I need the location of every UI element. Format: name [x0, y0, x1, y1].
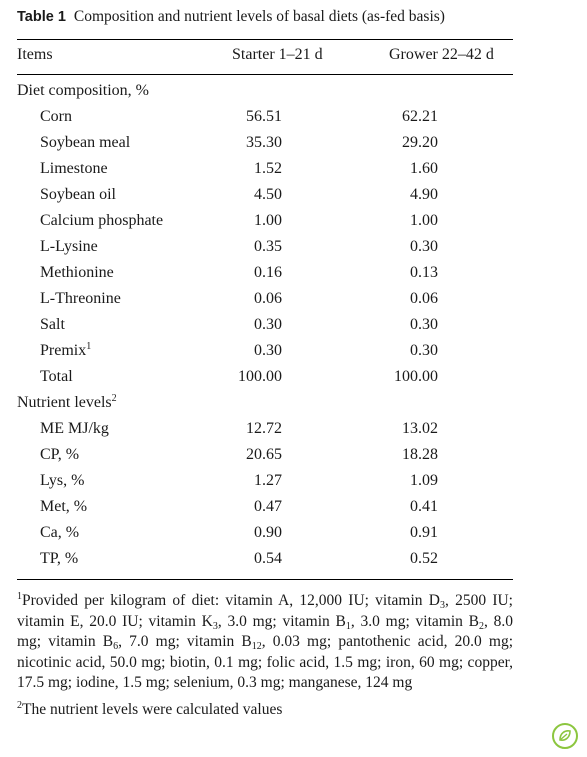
table-row: [0, 420, 587, 446]
footnote-1-text: [17, 592, 513, 691]
row-label-text: Soybean oil: [40, 186, 116, 203]
footnote-2: [17, 700, 513, 721]
cell-starter: 0.54: [254, 550, 282, 567]
header-rule: [17, 74, 513, 75]
subscript: 3: [439, 600, 445, 611]
cell-starter: 0.90: [254, 524, 282, 541]
cell-grower: 1.00: [410, 212, 438, 229]
leaf-badge-icon[interactable]: [552, 723, 578, 749]
row-label-text: L-Lysine: [40, 238, 98, 255]
subscript: 12: [251, 641, 262, 652]
footnote-text-segment: , 0.03 mg; pantothenic acid, 20.0 mg; nicotinic acid, 50.0 mg; biotin, 0.1 mg; folic acid, 1.5 mg; iron, 60 mg; copper, 17.5 mg; iodine, 1.5 mg; selenium, 0.3 mg; manganese, 124 mg: [17, 633, 513, 691]
table-row: [0, 290, 587, 316]
footnote-1-mark: 1: [17, 591, 22, 602]
cell-starter: 35.30: [246, 134, 282, 151]
cell-starter: 0.16: [254, 264, 282, 281]
cell-grower: 0.41: [410, 498, 438, 515]
subscript: 3: [212, 620, 218, 632]
table-title: Composition and nutrient levels of basal diets (as-fed basis): [73, 8, 445, 25]
row-label: [40, 134, 130, 152]
header-items: Items: [17, 46, 53, 63]
cell-grower: 62.21: [402, 108, 438, 125]
row-label: [40, 342, 91, 360]
table-row: [0, 524, 587, 550]
row-label: [40, 264, 114, 282]
cell-grower: 18.28: [402, 446, 438, 463]
cell-grower: 0.30: [410, 342, 438, 359]
row-label: [40, 160, 108, 178]
row-label-text: Premix: [40, 342, 87, 359]
row-label-text: ME MJ/kg: [40, 420, 109, 437]
header-grower: Grower 22–42 d: [389, 46, 494, 63]
table-row: [0, 134, 587, 160]
cell-grower: 0.13: [410, 264, 438, 281]
table-label: Table 1: [17, 9, 66, 25]
subscript: 2: [479, 620, 484, 632]
row-label-text: Corn: [40, 108, 72, 125]
row-label: [40, 290, 121, 308]
table-row: [0, 108, 587, 134]
footnote-text-segment: Provided per kilogram of diet: vitamin A, 12,000 IU; vitamin D: [22, 592, 440, 609]
section-row: [0, 394, 587, 420]
section-row: [0, 82, 587, 108]
table-row: [0, 264, 587, 290]
cell-grower: 0.91: [410, 524, 438, 541]
table-row: [0, 238, 587, 264]
row-label: [40, 524, 79, 542]
row-label-text: Ca, %: [40, 524, 80, 541]
table-footnotes: [17, 591, 513, 720]
cell-grower: 0.06: [410, 290, 438, 307]
cell-grower: 1.60: [410, 160, 438, 177]
cell-starter: 4.50: [254, 186, 282, 203]
table-row: [0, 212, 587, 238]
row-label: [40, 550, 78, 568]
cell-grower: 4.90: [410, 186, 438, 203]
row-label: [40, 498, 87, 516]
table-row: [0, 550, 587, 576]
cell-starter: 0.30: [254, 342, 282, 359]
cell-grower: 13.02: [402, 420, 438, 437]
row-label-text: Calcium phosphate: [40, 212, 164, 229]
row-label: [40, 368, 73, 386]
cell-grower: 0.52: [410, 550, 438, 567]
cell-starter: 0.06: [254, 290, 282, 307]
table-row: [0, 186, 587, 212]
footnote-ref: 2: [111, 393, 117, 404]
cell-grower: 29.20: [402, 134, 438, 151]
cell-grower: 100.00: [394, 368, 438, 385]
row-label-text: Methionine: [40, 264, 114, 281]
row-label-text: L-Threonine: [40, 290, 121, 307]
footnote-text-segment: , 8.0 mg; vitamin B: [17, 612, 514, 650]
cell-starter: 1.52: [254, 160, 282, 177]
table-caption: [17, 8, 445, 26]
section-label: [17, 82, 149, 100]
subscript: 1: [345, 620, 351, 632]
cell-starter: 1.00: [254, 212, 282, 229]
row-label-text: Total: [40, 368, 73, 385]
cell-grower: 0.30: [410, 316, 438, 333]
table-row: [0, 368, 587, 394]
section-label: [17, 394, 117, 412]
row-label: [40, 238, 98, 256]
row-label-text: Soybean meal: [40, 134, 131, 151]
row-label: [40, 472, 84, 490]
header-starter: Starter 1–21 d: [232, 46, 323, 63]
subscript: 6: [113, 641, 119, 652]
row-label-text: Limestone: [40, 160, 108, 177]
table-row: [0, 342, 587, 368]
row-label: [40, 420, 109, 438]
table-row: [0, 498, 587, 524]
row-label: [40, 186, 116, 204]
cell-grower: 0.30: [410, 238, 438, 255]
table-row: [0, 446, 587, 472]
table-row: [0, 160, 587, 186]
row-label-text: TP, %: [40, 550, 79, 567]
cell-starter: 56.51: [246, 108, 282, 125]
footnote-2-mark: 2: [17, 699, 22, 711]
table-row: [0, 316, 587, 342]
footnote-text-segment: , 2500 IU; vitamin E, 20.0 IU; vitamin K: [17, 592, 513, 630]
footnote-text-segment: , 3.0 mg; vitamin B: [350, 612, 479, 630]
cell-starter: 0.47: [254, 498, 282, 515]
footnote-text-segment: , 7.0 mg; vitamin B: [118, 633, 252, 650]
cell-grower: 1.09: [410, 472, 438, 489]
footnote-1: [17, 591, 513, 694]
bottom-rule: [17, 579, 513, 580]
cell-starter: 1.27: [254, 472, 282, 489]
top-rule: [17, 39, 513, 40]
cell-starter: 0.30: [254, 316, 282, 333]
cell-starter: 0.35: [254, 238, 282, 255]
row-label-text: Lys, %: [40, 472, 85, 489]
row-label-text: Nutrient levels: [17, 394, 112, 411]
row-label: [40, 212, 163, 230]
cell-starter: 100.00: [238, 368, 282, 385]
cell-starter: 20.65: [246, 446, 282, 463]
row-label-text: Salt: [40, 316, 65, 333]
row-label: [40, 316, 65, 334]
row-label-text: CP, %: [40, 446, 80, 463]
row-label: [40, 108, 72, 126]
table-row: [0, 472, 587, 498]
footnote-text-segment: , 3.0 mg; vitamin B: [217, 612, 346, 630]
row-label: [40, 446, 79, 464]
footnote-ref: 1: [86, 341, 92, 352]
footnote-2-text: The nutrient levels were calculated values: [22, 700, 283, 718]
row-label-text: Diet composition, %: [17, 82, 149, 99]
cell-starter: 12.72: [246, 420, 282, 437]
leaf-icon: [554, 725, 576, 747]
row-label-text: Met, %: [40, 498, 88, 515]
